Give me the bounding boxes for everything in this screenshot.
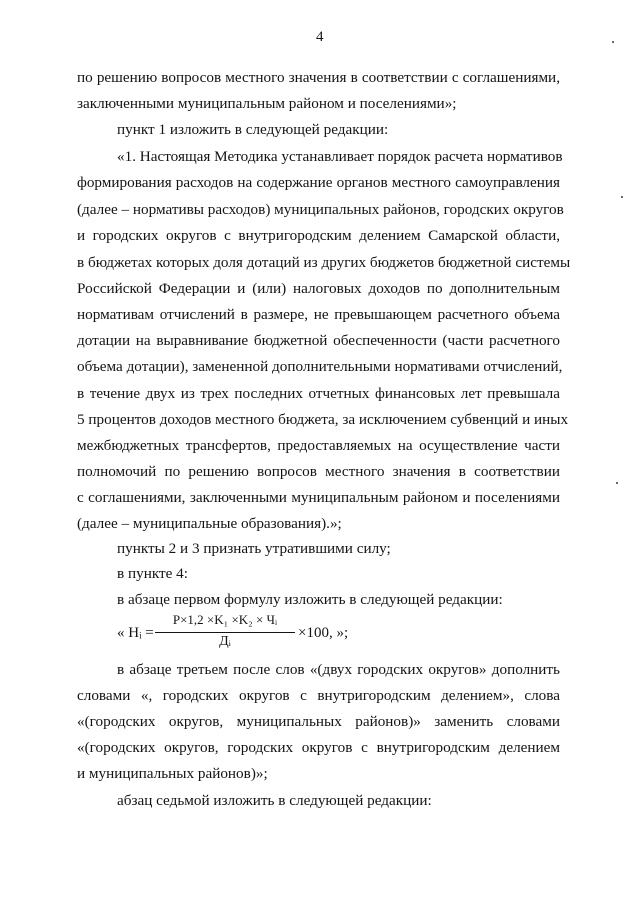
- text-line: в абзаце первом формулу изложить в следующей редакции:: [117, 591, 503, 608]
- text-line: абзац седьмой изложить в следующей редакции:: [117, 792, 432, 809]
- text-line: межбюджетных трансфертов, предоставляемых на осуществление части: [77, 437, 560, 454]
- scan-speck: [621, 196, 623, 198]
- scan-speck: [612, 41, 614, 43]
- text-line: (далее – муниципальные образования).»;: [77, 515, 342, 532]
- text-line: 5 процентов доходов местного бюджета, за исключением субвенций и иных: [77, 411, 569, 428]
- text-line: в пункте 4:: [117, 565, 188, 582]
- text-line: полномочий по решению вопросов местного значения в соответствии: [77, 463, 560, 480]
- text-line: в бюджетах которых доля дотаций из других бюджетов бюджетной системы: [77, 254, 571, 271]
- text-line: в абзаце третьем после слов «(двух городских округов» дополнить: [117, 661, 560, 678]
- text-line: заключенными муниципальным районом и поселениями»;: [77, 95, 457, 112]
- text-line: «(городских округов, муниципальных районов)» заменить словами: [77, 713, 560, 730]
- page-number: 4: [316, 29, 324, 45]
- text-line: (далее – нормативы расходов) муниципальных районов, городских округов: [77, 201, 564, 218]
- text-line: «(городских округов, городских округов с внутригородским делением: [77, 739, 560, 756]
- formula-denominator: Дᵢ: [219, 634, 231, 649]
- formula-prefix: « Нᵢ =: [117, 625, 154, 641]
- text-line: словами «, городских округов с внутригородским делением», слова: [77, 687, 560, 704]
- text-line: «1. Настоящая Методика устанавливает порядок расчета нормативов: [117, 148, 563, 165]
- text-line: объема дотации), замененной дополнительными нормативами отчислений,: [77, 358, 563, 375]
- text-line: с соглашениями, заключенными муниципальным районом и поселениями: [77, 489, 560, 506]
- text-line: пункт 1 изложить в следующей редакции:: [117, 121, 389, 138]
- text-line: по решению вопросов местного значения в соответствии с соглашениями,: [77, 69, 560, 86]
- scan-speck: [616, 482, 618, 484]
- fraction-bar: [155, 632, 295, 633]
- text-line: дотации на выравнивание бюджетной обеспеченности (части расчетного: [77, 332, 560, 349]
- text-line: и городских округов с внутригородским делением Самарской области,: [77, 227, 560, 244]
- text-line: нормативам отчислений в размере, не превышающем расчетного объема: [77, 306, 560, 323]
- formula: [117, 612, 417, 656]
- text-line: Российской Федерации и (или) налоговых доходов по дополнительным: [77, 280, 560, 297]
- formula-suffix: ×100, »;: [298, 625, 349, 641]
- text-line: формирования расходов на содержание органов местного самоуправления: [77, 174, 560, 191]
- formula-numerator: P×1,2 ×K₁ ×K₂ × Чᵢ: [172, 612, 278, 627]
- text-line: пункты 2 и 3 признать утратившими силу;: [117, 540, 391, 557]
- text-line: в течение двух из трех последних отчетных финансовых лет превышала: [77, 385, 560, 402]
- text-line: и муниципальных районов)»;: [77, 765, 268, 782]
